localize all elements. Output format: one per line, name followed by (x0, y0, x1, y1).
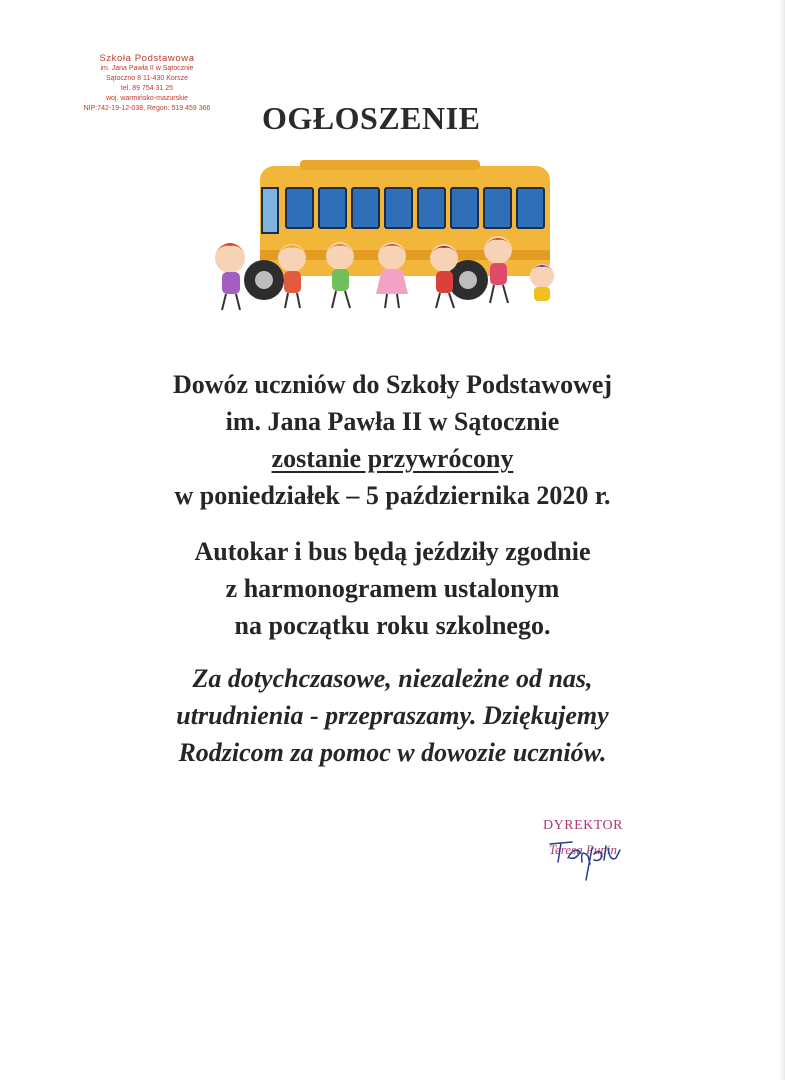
main-line-2: im. Jana Pawła II w Sątocznie (225, 407, 560, 436)
stamp-school-name: Szkoła Podstawowa (99, 53, 195, 64)
main-line-4: w poniedziałek – 5 października 2020 r. (174, 481, 611, 510)
bus-windows (262, 188, 544, 233)
main-line-1: Dowóz uczniów do Szkoły Podstawowej (172, 370, 613, 399)
announcement-title: OGŁOSZENIE (262, 100, 481, 136)
schedule-line-1: Autokar i bus będą jeździły zgodnie (194, 537, 591, 566)
main-line-3-underlined: zostanie przywrócony (271, 444, 514, 473)
apology-line-3: Rodzicom za pomoc w dowozie uczniów. (178, 738, 607, 767)
apology-paragraph (0, 660, 785, 771)
signature-role: DYREKTOR (543, 818, 623, 833)
schedule-line-3: na początku roku szkolnego. (234, 611, 551, 640)
bus-roof (300, 160, 480, 170)
signature-name: Teresa Pupin (548, 842, 617, 857)
main-announcement (0, 366, 785, 514)
stamp-line-patron: im. Jana Pawła II w Sątocznie (100, 65, 194, 72)
stamp-line-address: Sątoczno 8 11-430 Korsze (106, 75, 188, 82)
director-signature-stamp (528, 818, 638, 858)
schedule-paragraph (0, 533, 785, 644)
stamp-line-phone: tel. 89 754 31 25 (120, 85, 174, 92)
apology-line-2: utrudnienia - przepraszamy. Dziękujemy (176, 701, 609, 730)
school-bus-illustration (200, 158, 580, 318)
handwritten-signature (528, 818, 638, 888)
stamp-line-region: woj. warmińsko-mazurskie (105, 95, 189, 102)
schedule-line-2: z harmonogramem ustalonym (225, 574, 560, 603)
school-stamp (62, 54, 232, 114)
apology-line-1: Za dotychczasowe, niezależne od nas, (192, 664, 593, 693)
stamp-line-ids: NIP:742-19-12-038, Regon: 519 459 366 (83, 105, 211, 112)
